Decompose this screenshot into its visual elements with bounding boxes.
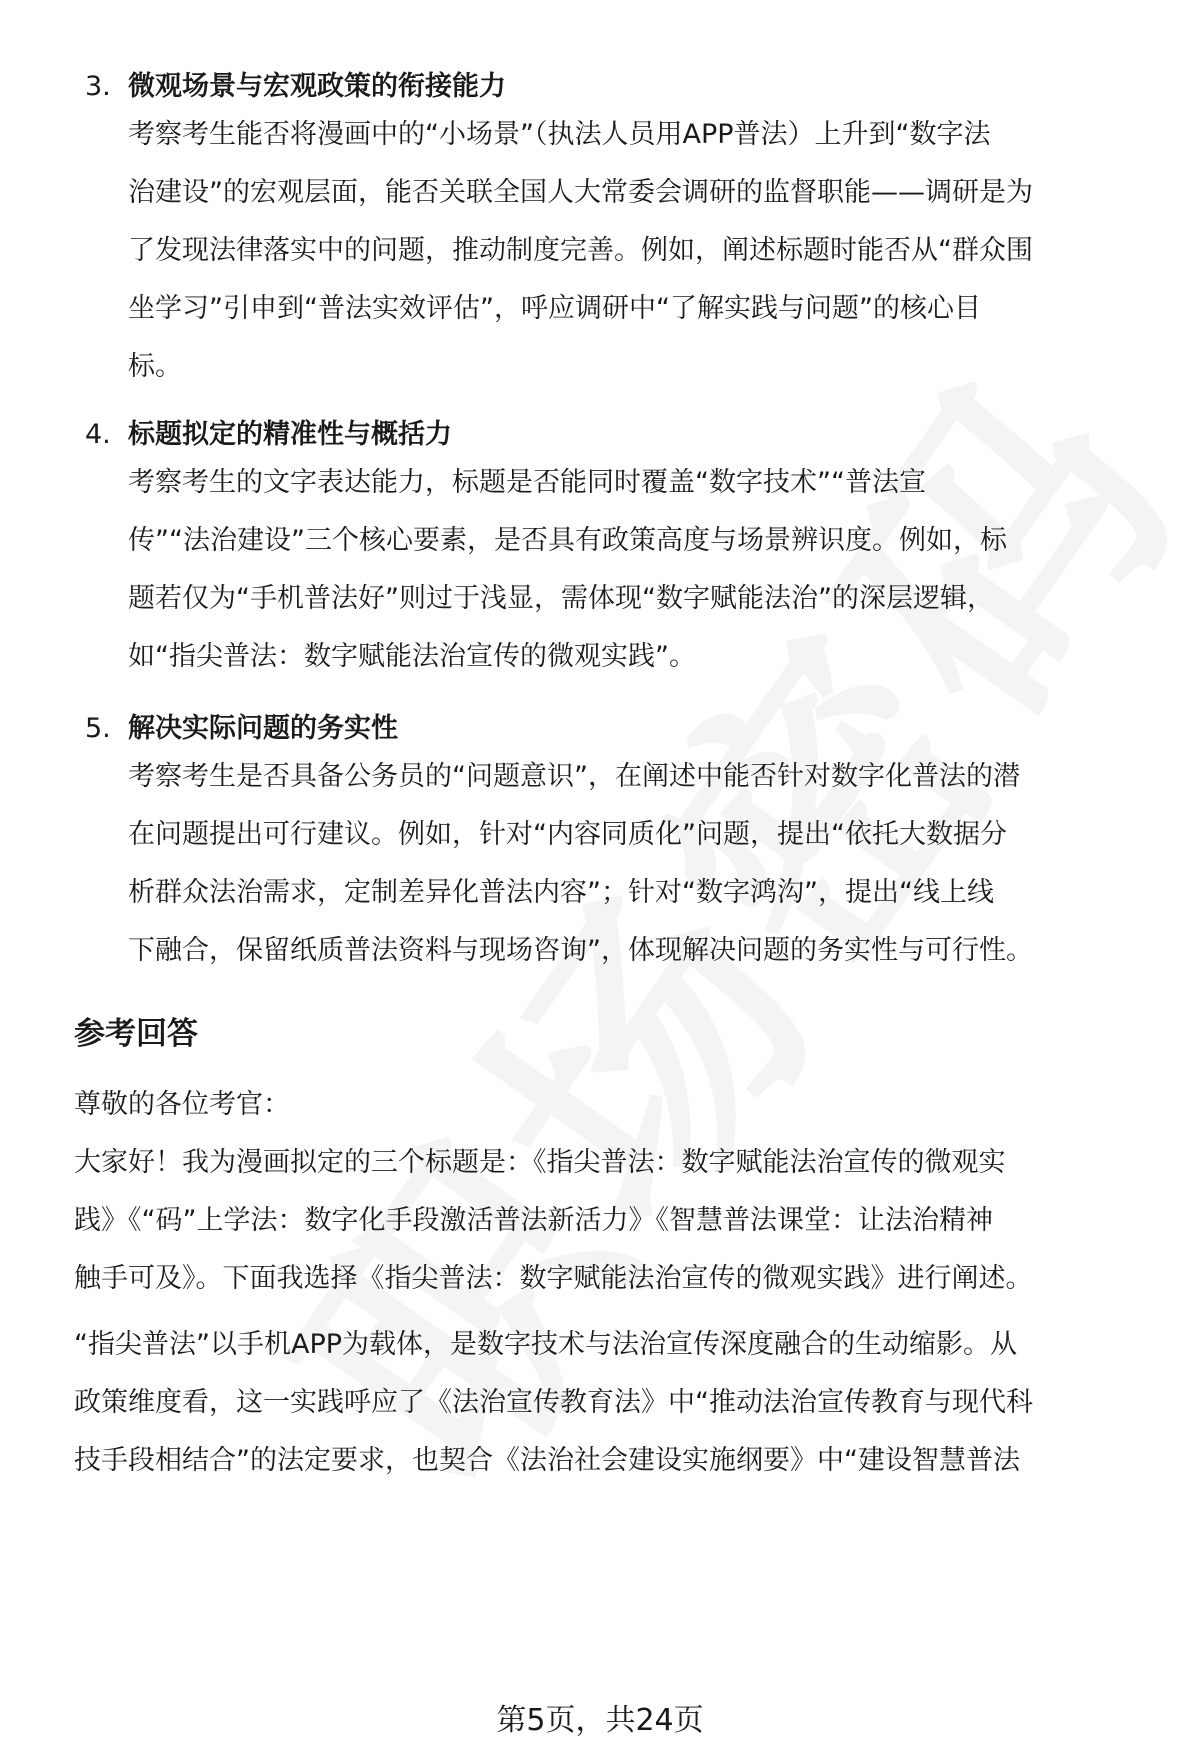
criterion-number: 4.	[85, 419, 111, 450]
text-line: 政策维度看，这一实践呼应了《法治宣传教育法》中“推动法治宣传教育与现代科	[74, 1387, 1033, 1418]
greeting	[74, 1076, 1148, 1134]
text-line: 触手可及》。下面我选择《指尖普法：数字赋能法治宣传的微观实践》进行阐述。	[74, 1263, 1033, 1294]
criterion-title: 微观场景与宏观政策的衔接能力	[128, 71, 506, 102]
text-line: 考察考生能否将漫画中的“小场景”（执法人员用APP普法）上升到“数字法	[128, 119, 991, 150]
text-line: 考察考生的文字表达能力，标题是否能同时覆盖“数字技术”“普法宣	[128, 467, 926, 498]
criterion-body-5	[128, 748, 1148, 980]
text-line: 大家好！我为漫画拟定的三个标题是：《指尖普法：数字赋能法治宣传的微观实	[74, 1147, 1006, 1178]
section-title: 参考回答	[74, 1016, 198, 1052]
text-line: 传”“法治建设”三个核心要素，是否具有政策高度与场景辨识度。例如，标	[128, 525, 1007, 556]
criterion-heading-4	[85, 412, 452, 451]
body-paragraph	[74, 1316, 1148, 1490]
criterion-heading-3	[85, 64, 506, 103]
criterion-body-4	[128, 454, 1148, 686]
text-line: 题若仅为“手机普法好”则过于浅显，需体现“数字赋能法治”的深层逻辑，	[128, 583, 994, 614]
text-line: 标。	[128, 351, 182, 382]
criterion-heading-5	[85, 706, 398, 745]
text-line: 了发现法律落实中的问题，推动制度完善。例如，阐述标题时能否从“群众围	[128, 235, 1033, 266]
text-line: 析群众法治需求，定制差异化普法内容”；针对“数字鸿沟”，提出“线上线	[128, 877, 994, 908]
text-line: 在问题提出可行建议。例如，针对“内容同质化”问题，提出“依托大数据分	[128, 819, 1007, 850]
text-line: 如“指尖普法：数字赋能法治宣传的微观实践”。	[128, 641, 696, 672]
text-line: 尊敬的各位考官：	[74, 1089, 290, 1120]
text-line: 下融合，保留纸质普法资料与现场咨询”，体现解决问题的务实性与可行性。	[128, 935, 1033, 966]
intro-paragraph	[74, 1134, 1148, 1308]
text-line: 考察考生是否具备公务员的“问题意识”，在阐述中能否针对数字化普法的潜	[128, 761, 1020, 792]
text-line: “指尖普法”以手机APP为载体，是数字技术与法治宣传深度融合的生动缩影。从	[74, 1329, 1018, 1360]
page-number: 第5页，共24页	[496, 1703, 704, 1738]
criterion-title: 标题拟定的精准性与概括力	[128, 419, 452, 450]
criterion-number: 5.	[85, 713, 111, 744]
criterion-number: 3.	[85, 71, 111, 102]
criterion-title: 解决实际问题的务实性	[128, 713, 398, 744]
criterion-body-3	[128, 106, 1148, 396]
text-line: 坐学习”引申到“普法实效评估”，呼应调研中“了解实践与问题”的核心目	[128, 293, 981, 324]
text-line: 践》《“码”上学法：数字化手段激活普法新活力》《智慧普法课堂：让法治精神	[74, 1205, 993, 1236]
text-line: 技手段相结合”的法定要求，也契合《法治社会建设实施纲要》中“建设智慧普法	[74, 1445, 1020, 1476]
text-line: 治建设”的宏观层面，能否关联全国人大常委会调研的监督职能——调研是为	[128, 177, 1033, 208]
